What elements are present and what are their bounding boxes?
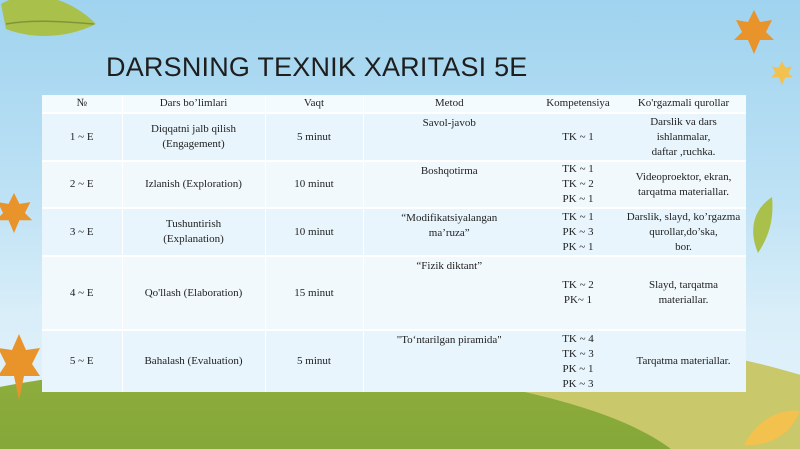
header-method: Metod bbox=[434, 97, 464, 109]
cell-method: Boshqotirma bbox=[363, 161, 535, 208]
leaf-icon bbox=[770, 60, 794, 86]
table-header-row bbox=[42, 95, 746, 113]
cell-stage: Tushuntirish (Explanation) bbox=[122, 208, 265, 256]
header-time: Vaqt bbox=[265, 95, 363, 113]
cell-stage: Qo'llash (Elaboration) bbox=[122, 256, 265, 330]
cell-number: 2 ~ E bbox=[42, 161, 122, 208]
cell-method: "To‘ntarilgan piramida" bbox=[363, 330, 535, 392]
leaf-icon bbox=[740, 405, 800, 449]
cell-time: 10 minut bbox=[265, 161, 363, 208]
cell-competency: TK ~ 1 PK ~ 3 PK ~ 1 bbox=[535, 208, 621, 256]
page-title: DARSNING TEXNIK XARITASI 5E bbox=[106, 52, 528, 82]
cell-materials: Tarqatma materiallar. bbox=[621, 330, 746, 392]
cell-method: “Fizik diktant” bbox=[363, 256, 535, 330]
leaf-icon bbox=[744, 195, 774, 255]
leaf-icon bbox=[732, 8, 776, 56]
table-row bbox=[42, 330, 746, 392]
header-competency: Kompetensiya bbox=[546, 97, 610, 109]
cell-time: 5 minut bbox=[265, 113, 363, 161]
leaf-icon bbox=[0, 190, 34, 236]
cell-number: 1 ~ E bbox=[42, 113, 122, 161]
cell-competency: TK ~ 4 TK ~ 3 PK ~ 1 PK ~ 3 bbox=[535, 330, 621, 392]
table-row bbox=[42, 113, 746, 161]
cell-stage: Diqqatni jalb qilish (Engagement) bbox=[122, 113, 265, 161]
header-stage: Dars bo’limlari bbox=[122, 95, 265, 113]
cell-method: Savol-javob bbox=[363, 113, 535, 161]
leaf-icon bbox=[0, 332, 42, 402]
cell-competency: TK ~ 1 TK ~ 2 PK ~ 1 bbox=[535, 161, 621, 208]
cell-materials: Darslik va dars ishlanmalar, daftar ,ruchka. bbox=[621, 113, 746, 161]
cell-competency: TK ~ 2 PK~ 1 bbox=[535, 256, 621, 330]
cell-number: 3 ~ E bbox=[42, 208, 122, 256]
cell-time: 5 minut bbox=[265, 330, 363, 392]
cell-materials: Videoproektor, ekran, tarqatma materiallar. bbox=[621, 161, 746, 208]
cell-number: 4 ~ E bbox=[42, 256, 122, 330]
cell-stage: Bahalash (Evaluation) bbox=[122, 330, 265, 392]
cell-materials: Slayd, tarqatma materiallar. bbox=[621, 256, 746, 330]
cell-competency: TK ~ 1 bbox=[535, 113, 621, 161]
header-number: № bbox=[42, 95, 122, 113]
leaf-icon bbox=[0, 0, 106, 54]
header-materials: Ko'rgazmali qurollar bbox=[637, 97, 730, 109]
lesson-map-table bbox=[42, 95, 746, 390]
table-row bbox=[42, 161, 746, 208]
cell-stage: Izlanish (Exploration) bbox=[122, 161, 265, 208]
table-row bbox=[42, 208, 746, 256]
table-row bbox=[42, 256, 746, 330]
cell-time: 15 minut bbox=[265, 256, 363, 330]
cell-method: “Modifikatsiyalangan ma’ruza” bbox=[363, 208, 535, 256]
cell-time: 10 minut bbox=[265, 208, 363, 256]
cell-number: 5 ~ E bbox=[42, 330, 122, 392]
cell-materials: Darslik, slayd, ko’rgazma qurollar,do’ska, bor. bbox=[621, 208, 746, 256]
